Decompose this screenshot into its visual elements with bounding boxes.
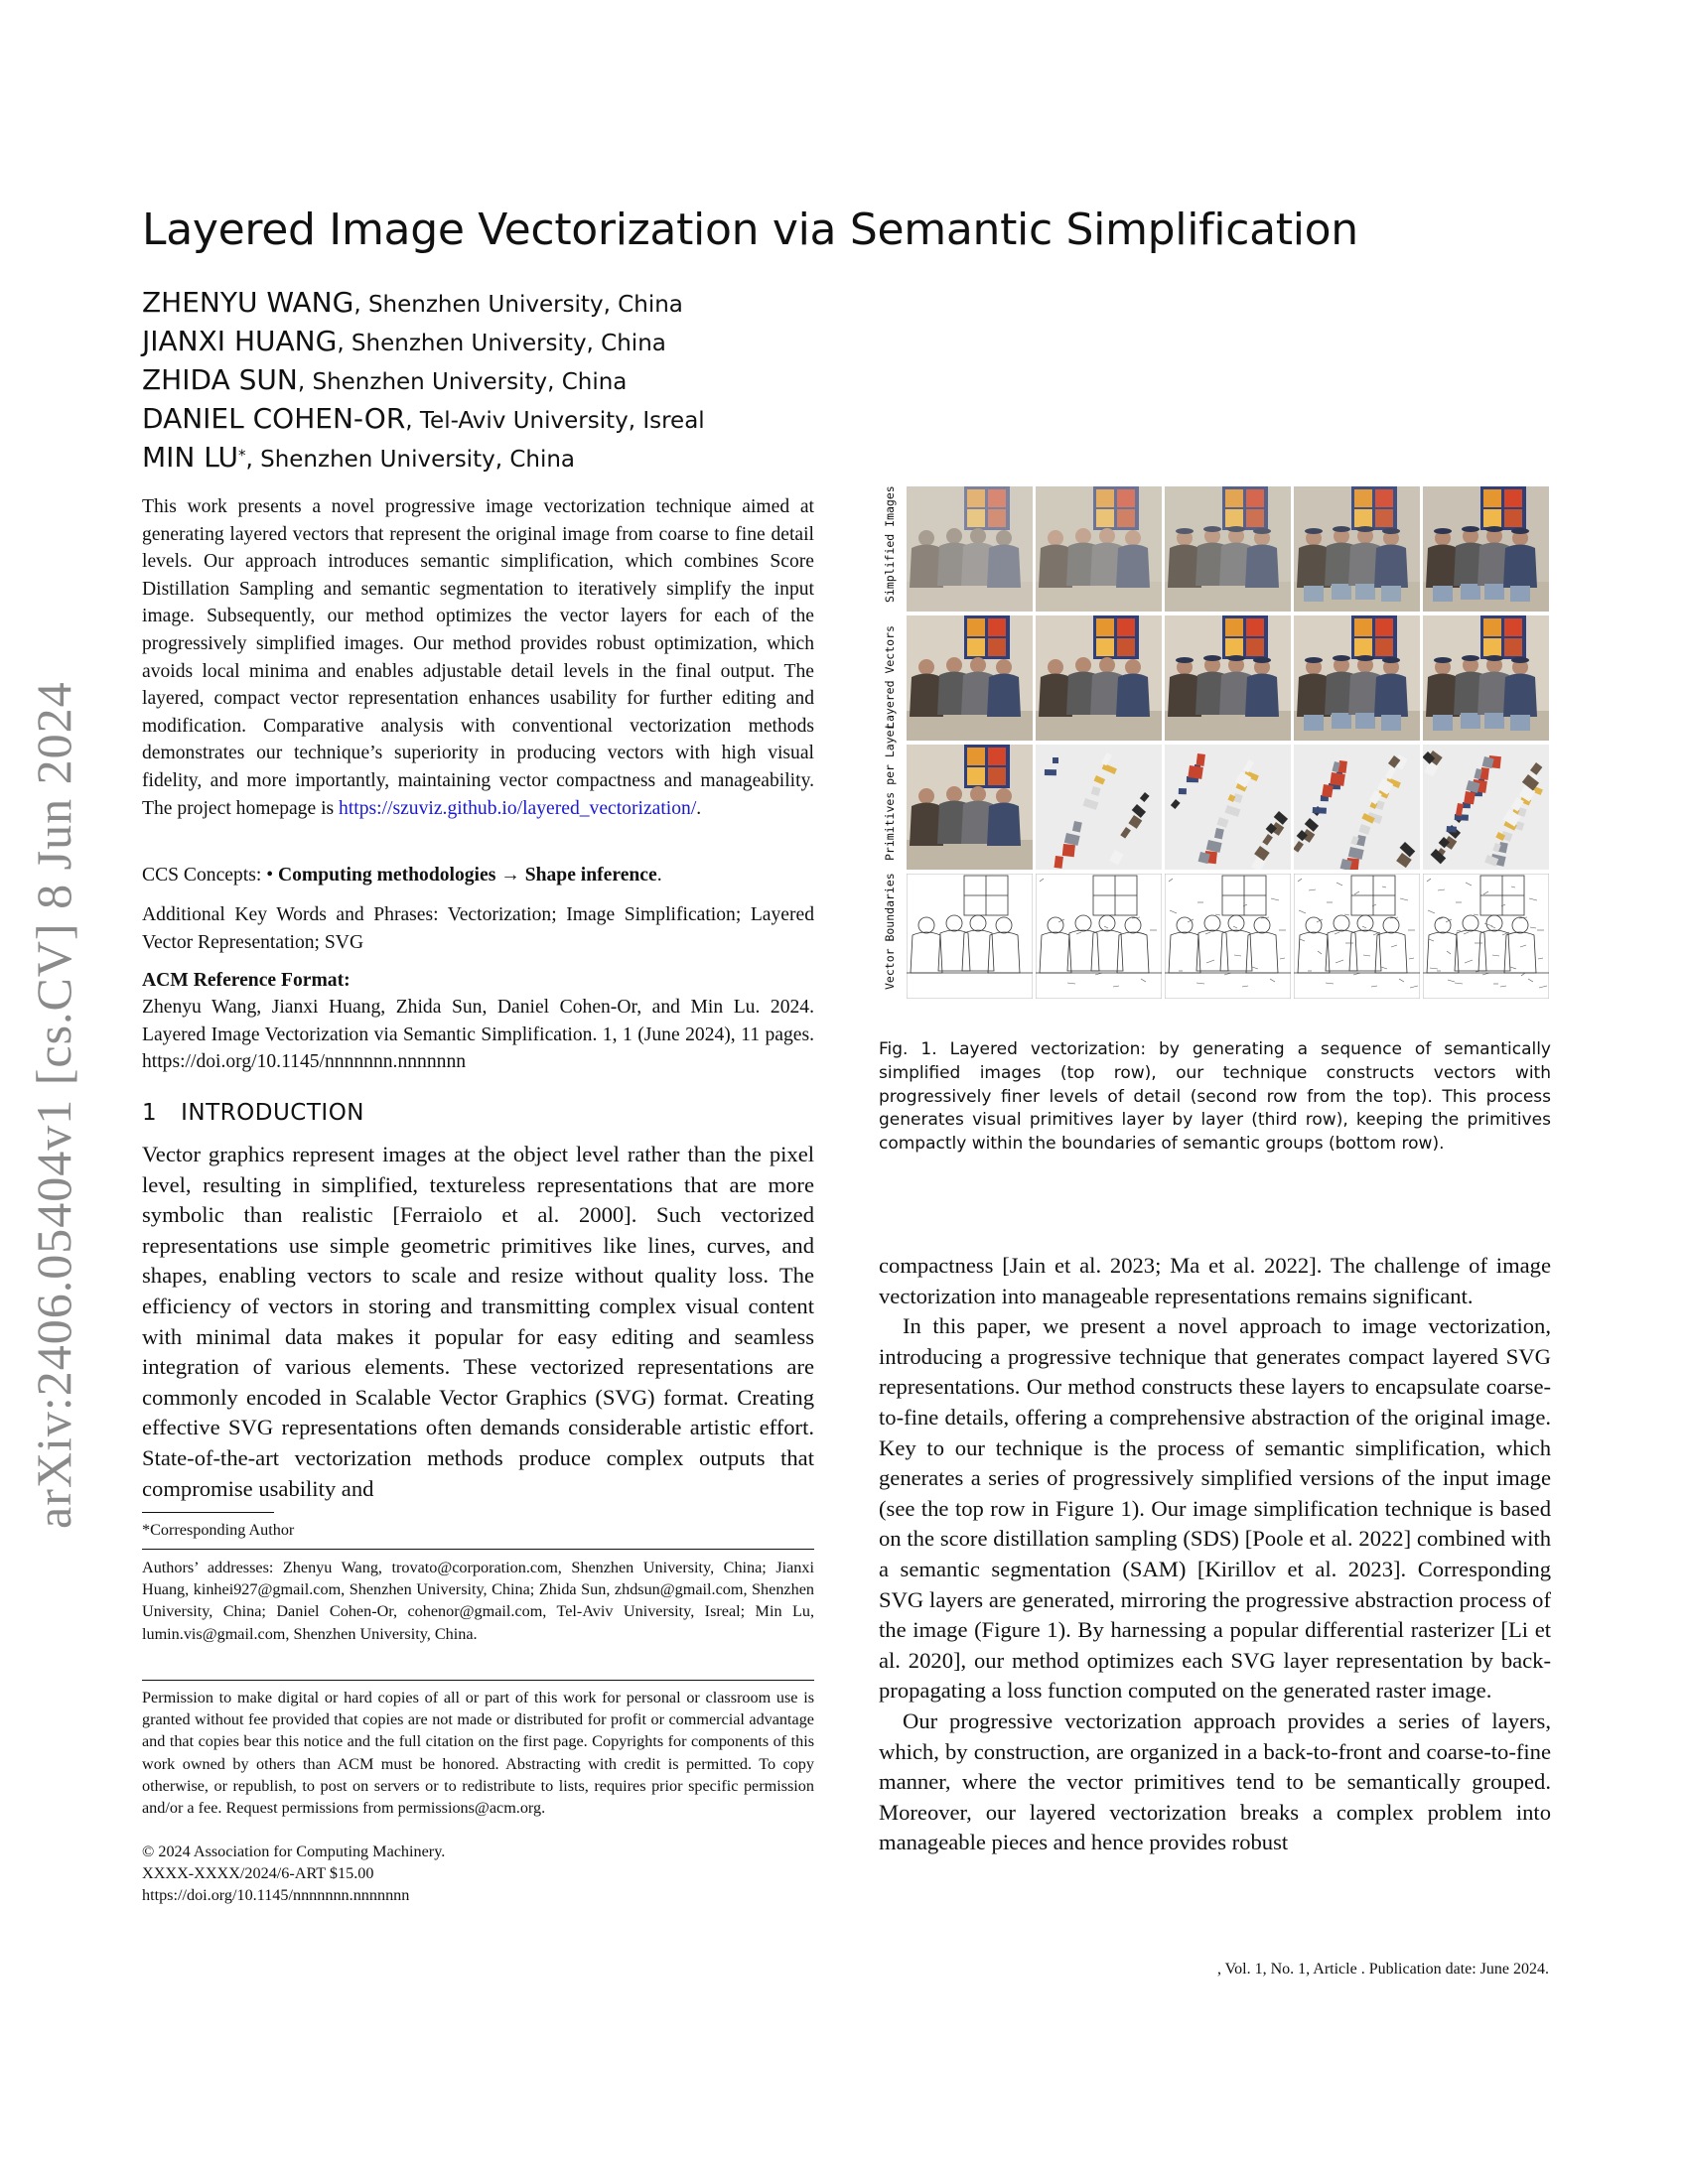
author-line: [142, 325, 666, 357]
figure-1: [879, 486, 1551, 1003]
section-title: INTRODUCTION: [181, 1100, 365, 1126]
simplified-image-thumbnail: [907, 486, 1033, 612]
abstract-text: This work presents a novel progressive image vectorization technique aimed at generating layered vectors that represent the original image from coarse to fine detail levels. Our approach introduces semantic simplification, which combines Score Distillation Sampling and semantic segmentation to iteratively simplify the input image. Subsequently, our method optimizes the vector layers for each of the progressively simplified images. Our method provides robust optimization, which avoids local minima and enables adjustable detail levels in the final output. The layered, compact vector representation enhances usability for further editing and modification. Comparative analysis with conventional vectorization methods demonstrates our technique’s superiority in producing vectors with high visual fidelity, and more importantly, maintaining vector compactness and manageability. The project homepage is: [142, 496, 814, 819]
footnote-rule: [142, 1512, 274, 1513]
ccs-prefix: CCS Concepts: •: [142, 865, 278, 886]
row-label-text: Simplified Images: [883, 485, 897, 603]
page-footer: , Vol. 1, No. 1, Article . Publication date: June 2024.: [1216, 1961, 1549, 1978]
vector-boundaries-thumbnail: [1294, 874, 1420, 999]
row-label: [875, 723, 901, 870]
author-name: JIANXI HUANG: [142, 325, 338, 357]
paragraph: Our progressive vectorization approach provides a series of layers, which, by construction, are organized in a back-to-front and coarse-to-fine manner, where the vector primitives tend to be semantically grouped. Moreover, our layered vectorization breaks a complex problem into manageable pieces and hence provides robust: [879, 1707, 1551, 1855]
author-line: [142, 286, 683, 319]
section-heading: [142, 1100, 814, 1126]
author-line: [142, 441, 575, 474]
section-number: 1: [142, 1100, 158, 1126]
doi-line: https://doi.org/10.1145/nnnnnnn.nnnnnnn: [142, 1886, 410, 1904]
author-line: [142, 363, 627, 396]
author-line: [142, 402, 705, 435]
ccs-concepts: [142, 862, 814, 889]
right-column-text: [879, 1251, 1551, 1858]
primitives-layer-thumbnail: [1165, 745, 1291, 870]
layered-vector-thumbnail: [1165, 615, 1291, 741]
row-label-text: Primitives per Layer: [883, 723, 897, 861]
author-name: ZHIDA SUN: [142, 363, 298, 396]
vector-boundaries-thumbnail: [1423, 874, 1549, 999]
abstract: [142, 493, 814, 822]
simplified-image-thumbnail: [1294, 486, 1420, 612]
layered-vector-thumbnail: [1294, 615, 1420, 741]
ccs-end: .: [656, 865, 662, 886]
row-label: [875, 874, 901, 999]
simplified-image-thumbnail: [1423, 486, 1549, 612]
vector-boundaries-thumbnail: [1165, 874, 1291, 999]
figure-caption: Fig. 1. Layered vectorization: by generating a sequence of semantically simplified images (top row), our technique constructs vectors with progressively finer levels of detail (second row from the top). This process generates visual primitives layer by layer (third row), keeping the primitives compactly within the boundaries of semantic groups (bottom row).: [879, 1039, 1551, 1155]
permission-notice: Permission to make digital or hard copies of all or part of this work for personal or classroom use is granted without fee provided that copies are not made or distributed for profit or commercial advantage and that copies bear this notice and the full citation on the first page. Copyrights for components of this work owned by others than ACM must be honored. Abstracting with credit is permitted. To copy otherwise, or republish, to post on servers or to redistribute to lists, requires prior specific permission and/or a fee. Request permissions from permissions@acm.org.: [142, 1689, 814, 1818]
simplified-image-thumbnail: [1036, 486, 1162, 612]
author-affiliation: , Shenzhen University, China: [337, 331, 666, 356]
primitives-layer-thumbnail: [1036, 745, 1162, 870]
corresponding-author-note: *Corresponding Author: [142, 1521, 295, 1539]
primitives-layer-thumbnail: [1423, 745, 1549, 870]
acm-reference: Zhenyu Wang, Jianxi Huang, Zhida Sun, Daniel Cohen-Or, and Min Lu. 2024. Layered Image Vectorization via Semantic Simplification. 1, 1 (June 2024), 11 pages. https://doi.org/10.1145/nnnnnnn.nnnnnnn: [142, 997, 814, 1073]
ccs-concept: Computing methodologies → Shape inference: [277, 865, 657, 886]
footnote-divider: [142, 1549, 814, 1550]
author-mark: *: [237, 446, 246, 465]
author-affiliation: , Shenzhen University, China: [297, 369, 628, 395]
paragraph: In this paper, we present a novel approach to image vectorization, introducing a progressive technique that generates compact layered SVG representations. Our method constructs these layers to encapsulate coarse-to-fine details, offering a comprehensive abstraction of the original image. Key to our technique is the process of semantic simplification, which generates a series of progressively simplified versions of the input image (see the top row in Figure 1). Our image simplification technique is based on the score distillation sampling (SDS) [Poole et al. 2022] combined with a semantic segmentation (SAM) [Kirillov et al. 2023]. Corresponding SVG layers are generated, mirroring the progressive abstraction process of the image (Figure 1). By harnessing a popular differential rasterizer [Li et al. 2020], our method optimizes each SVG layer representation by back-propagating a loss function computed on the generated raster image.: [879, 1313, 1551, 1704]
layered-vector-thumbnail: [1036, 615, 1162, 741]
author-affiliation: , Tel-Aviv University, Isreal: [405, 408, 705, 434]
abstract-end: .: [696, 797, 702, 819]
layered-vector-thumbnail: [1423, 615, 1549, 741]
author-name: DANIEL COHEN-OR: [142, 402, 406, 435]
row-label: [875, 486, 901, 612]
vector-boundaries-thumbnail: [907, 874, 1033, 999]
arxiv-stamp: arXiv:2406.05404v1 [cs.CV] 8 Jun 2024: [26, 681, 81, 1529]
paper-title: Layered Image Vectorization via Semantic Simplification: [142, 205, 1358, 255]
primitives-layer-thumbnail: [907, 745, 1033, 870]
layered-vector-thumbnail: [907, 615, 1033, 741]
keywords: Additional Key Words and Phrases: Vectorization; Image Simplification; Layered Vector Representation; SVG: [142, 904, 814, 953]
author-name: MIN LU: [142, 441, 238, 474]
simplified-image-thumbnail: [1165, 486, 1291, 612]
price-line: XXXX-XXXX/2024/6-ART $15.00: [142, 1864, 374, 1882]
author-affiliation: , Shenzhen University, China: [245, 447, 576, 473]
paragraph: compactness [Jain et al. 2023; Ma et al. 2022]. The challenge of image vectorization into manageable representations remains significant.: [879, 1253, 1551, 1308]
copyright-line: © 2024 Association for Computing Machinery.: [142, 1843, 446, 1860]
row-label-text: Layered Vectors: [883, 625, 897, 729]
row-label: [875, 615, 901, 741]
permission-divider: [142, 1680, 814, 1681]
acm-reference-heading: ACM Reference Format:: [142, 970, 351, 991]
author-name: ZHENYU WANG: [142, 286, 354, 319]
vector-boundaries-thumbnail: [1036, 874, 1162, 999]
author-affiliation: , Shenzhen University, China: [353, 292, 683, 318]
intro-paragraph: Vector graphics represent images at the object level rather than the pixel level, resulting in simplified, textureless representations that are more symbolic than realistic [Ferraiolo et al. 2000]. Such vectorized representations use simple geometric primitives like lines, curves, and shapes, enabling vectors to scale and resize without quality loss. The efficiency of vectors in storing and transmitting complex visual content with minimal data makes it popular for easy editing and seamless integration of various elements. These vectorized representations are commonly encoded in Scalable Vector Graphics (SVG) format. Creating effective SVG representations often demands considerable artistic effort. State-of-the-art vectorization methods produce complex outputs that compromise usability and: [142, 1142, 814, 1501]
project-homepage-link[interactable]: https://szuviz.github.io/layered_vectorization/: [339, 797, 697, 819]
author-addresses: Authors’ addresses: Zhenyu Wang, trovato@corporation.com, Shenzhen University, China; Jianxi Huang, kinhei927@gmail.com, Shenzhen University, China; Zhida Sun, zhdsun@gmail.com, Shenzhen University, China; Daniel Cohen-Or, cohenor@gmail.com, Tel-Aviv University, Isreal; Min Lu, lumin.vis@gmail.com, Shenzhen University, China.: [142, 1559, 814, 1643]
row-label-text: Vector Boundaries: [883, 873, 897, 990]
primitives-layer-thumbnail: [1294, 745, 1420, 870]
